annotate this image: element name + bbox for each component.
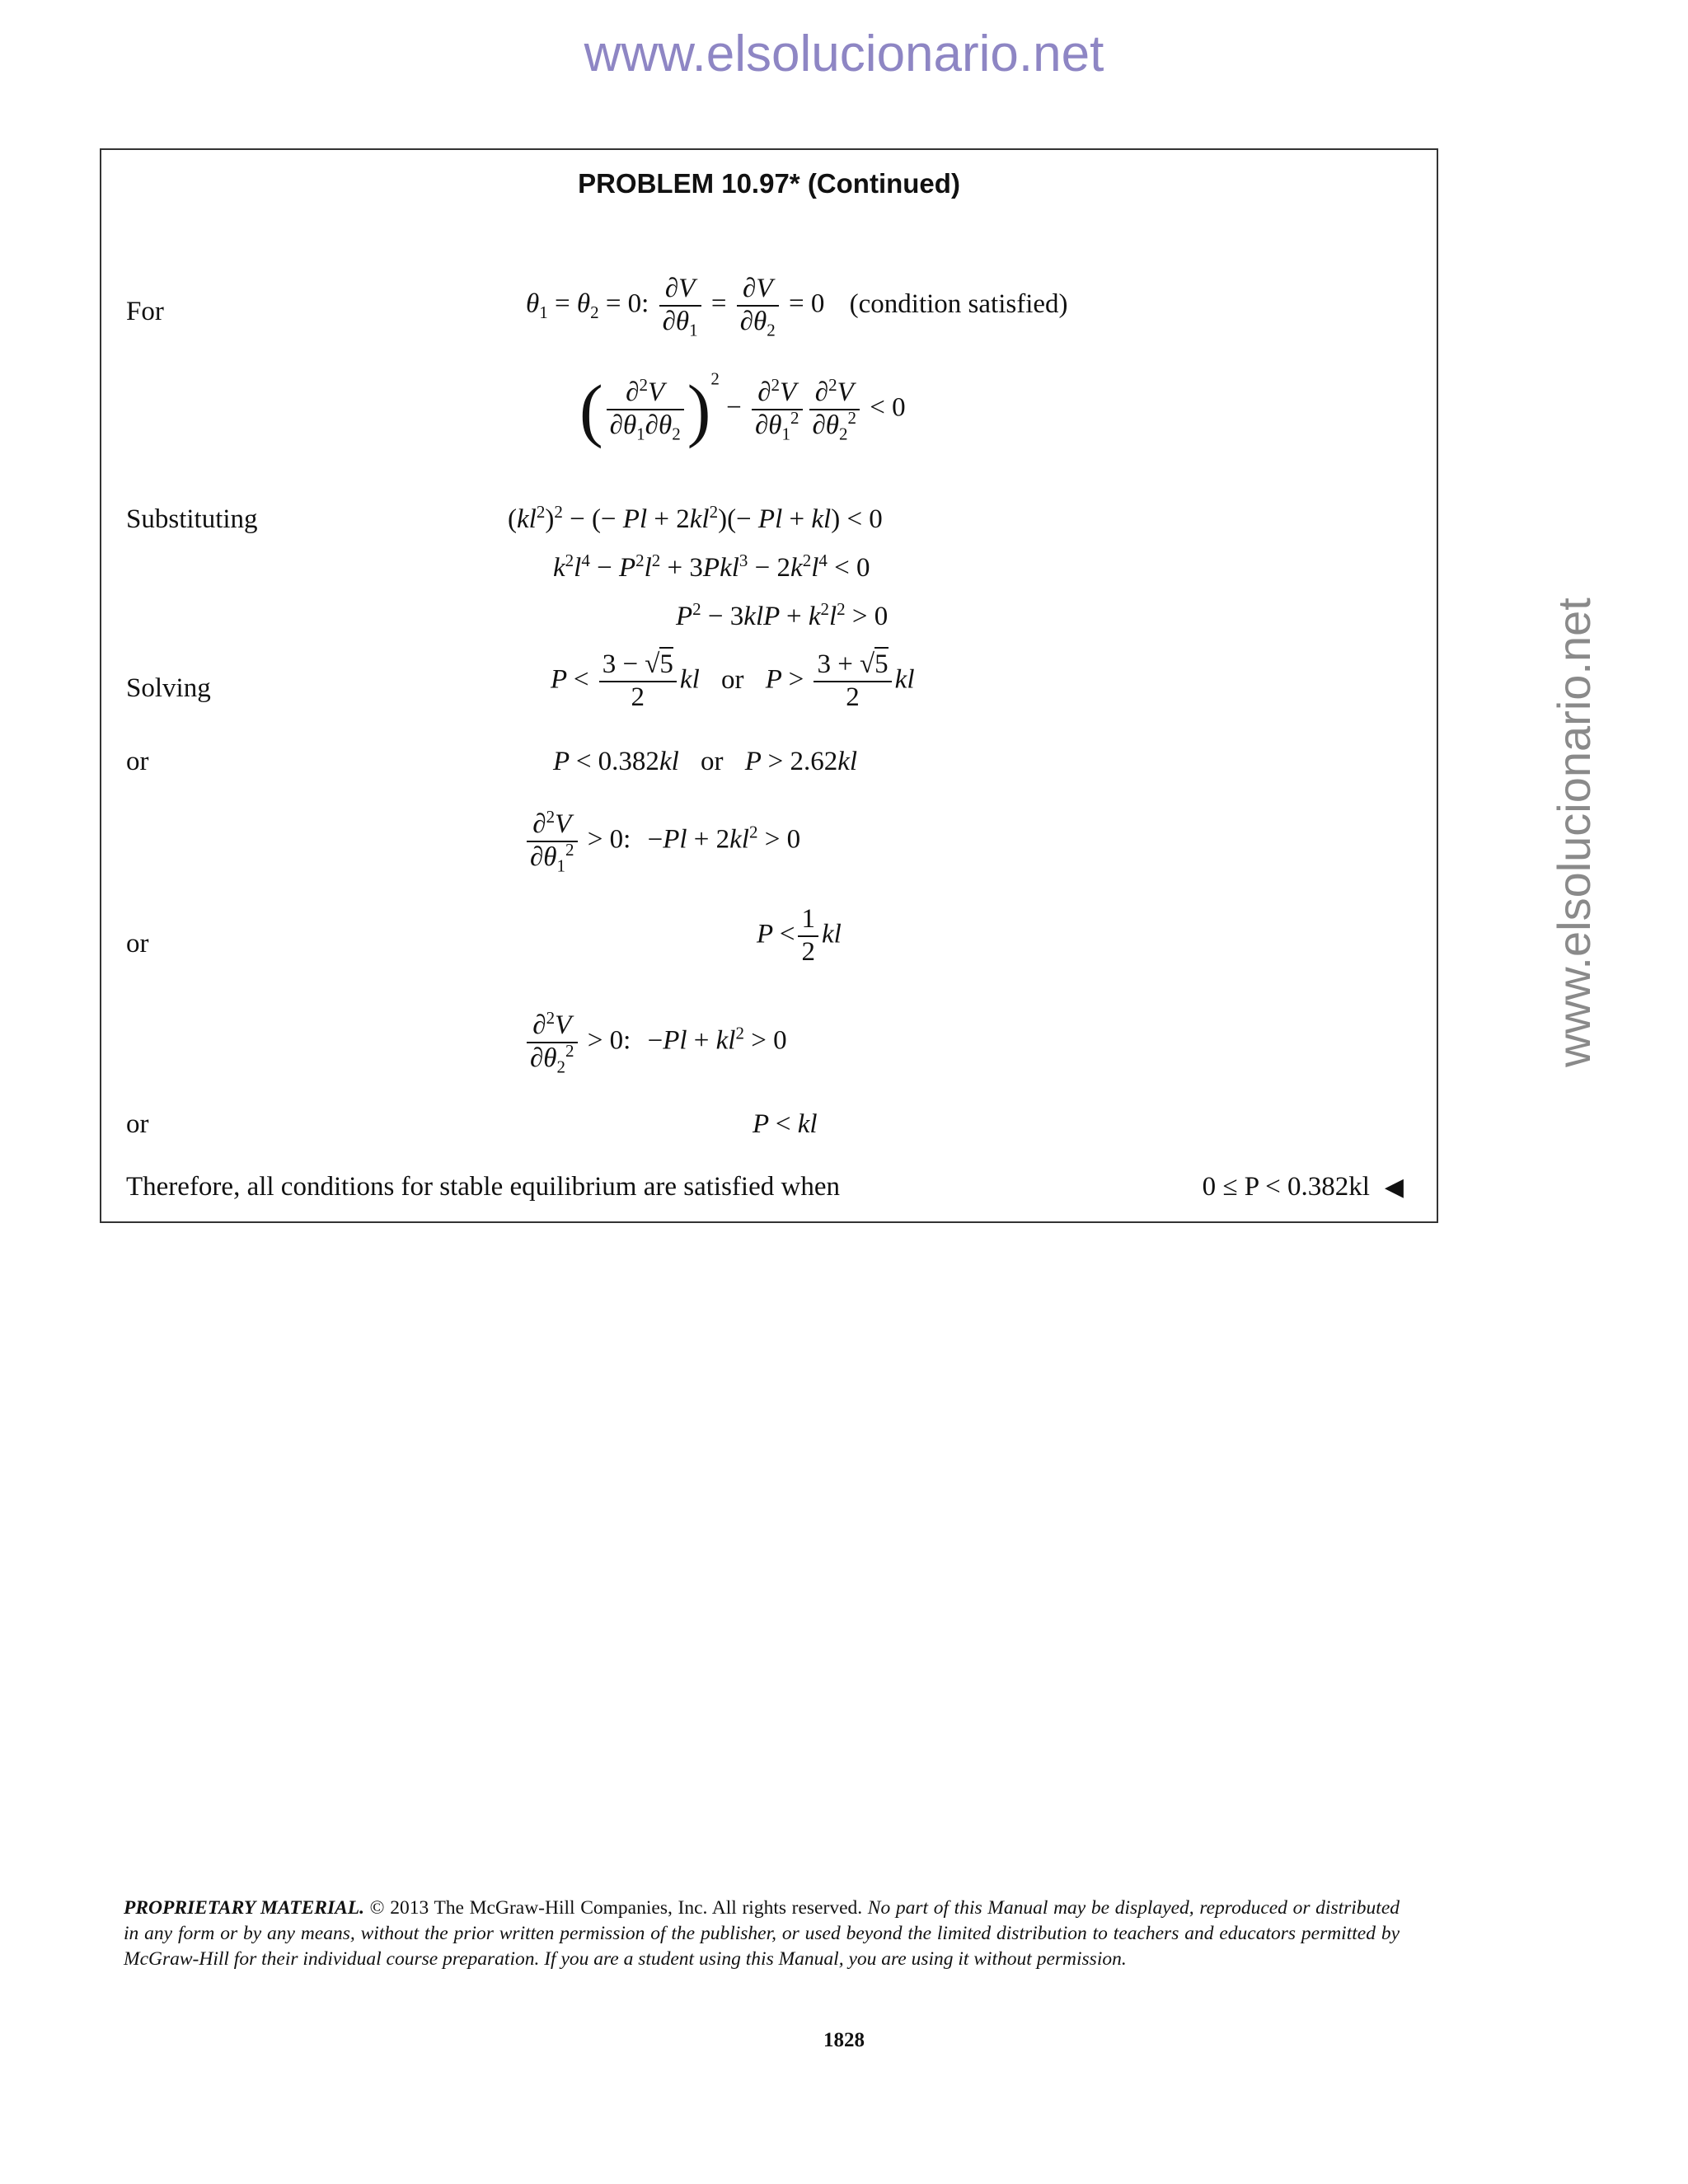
equation-second-derivative-theta1: $\frac{\partial^2V}{\partial\theta_1^2}$ > 0: $-Pl + 2kl^2 > 0$ — [523, 809, 800, 874]
answer-value: 0 ≤ P < 0.382kl — [1202, 1172, 1370, 1202]
watermark-side: www.elsolucionario.net — [1548, 598, 1600, 1067]
equation-substituted: $(kl^2)^2$ − (− $Pl + 2kl^2)(- Pl + kl) < 0$ — [508, 502, 883, 534]
conclusion-text: Therefore, all conditions for stable equilibrium are satisfied when — [126, 1172, 840, 1202]
label-substituting: Substituting — [126, 504, 258, 534]
equation-first-derivatives: $\theta_1 = \theta_2 = 0$: $\frac{\partial V}{\partial\theta_1}$ = $\frac{\partial V}{\partial\theta_2}$ = 0 (condition satisfied) — [526, 274, 1068, 340]
label-for: For — [126, 297, 164, 326]
equation-bound-half: P < $\frac{1}{2}$ kl — [757, 904, 842, 967]
equation-roots-numeric: P < 0.382kl or P > 2.62kl — [553, 747, 858, 776]
label-or-1: or — [126, 747, 149, 776]
problem-title: PROBLEM 10.97* (Continued) — [578, 168, 960, 199]
equation-roots: P < $\frac{3 - √5}{2}$ kl or P > $\frac{3 + √5}{2}$ kl — [551, 649, 915, 714]
answer-marker-icon: ◀ — [1384, 1174, 1404, 1201]
final-answer — [1203, 1172, 1404, 1202]
label-or-2: or — [126, 929, 149, 958]
copyright-footer — [124, 1896, 1400, 1972]
label-or-3: or — [126, 1109, 149, 1139]
equation-expanded: $k^2l^4 - P^2l^2 + 3Pkl^3 - 2k^2l^4 < 0$ — [553, 551, 870, 583]
equation-stability-condition: ( $\frac{\partial^2V}{\partial\theta_1\partial\theta_2}$ )$^2$ − $\frac{\partial^2V}{\partial\theta_1^2}$ $\frac{\partial^2V}{\partial\theta_2^2}$ < 0 — [579, 368, 906, 449]
page-number: 1828 — [823, 2029, 865, 2051]
condition-note: (condition satisfied) — [849, 288, 1068, 319]
equation-quadratic: $P^2 - 3klP + k^2l^2 > 0$ — [676, 599, 889, 631]
problem-box — [100, 148, 1438, 1223]
label-solving: Solving — [126, 673, 211, 703]
equation-second-derivative-theta2: $\frac{\partial^2V}{\partial\theta_2^2}$ > 0: $-Pl + kl^2 > 0$ — [523, 1010, 787, 1075]
equation-bound-kl: P < kl — [753, 1109, 818, 1139]
watermark-top: www.elsolucionario.net — [584, 26, 1104, 82]
footer-body: © 2013 The McGraw-Hill Companies, Inc. All rights reserved. — [364, 1897, 868, 1919]
footer-notice: No part of this Manual may be displayed, reproduced or distributed in any form or by any means, without the prior written permission of the publisher, or used beyond the limited distribution to teachers and educators permitted by McGraw-Hill for their individual course preparation. If you are a student using this Manual, you are using it without permission. — [124, 1897, 1400, 1970]
footer-lead: PROPRIETARY MATERIAL. — [124, 1897, 365, 1919]
